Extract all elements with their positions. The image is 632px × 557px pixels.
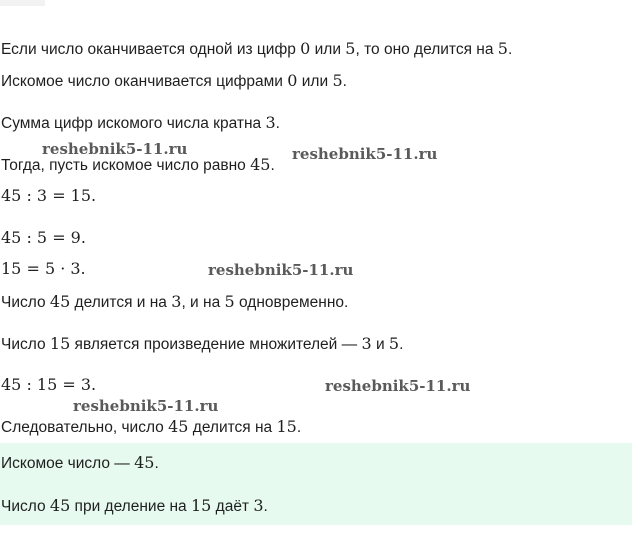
- text-line-rule-divisibility-5: Если число оканчивается одной из цифр 0 или 5, то оно делится на 5.: [1, 39, 513, 58]
- text-line-digit-sum: Сумма цифр искомого числа кратна 3.: [1, 113, 280, 132]
- top-bar: [0, 0, 45, 6]
- text-line-divisible-both: Число 45 делится и на 3, и на 5 одновременно.: [1, 292, 349, 311]
- equation-45-div-3: 45 : 3 = 15.: [1, 186, 97, 205]
- watermark: reshebnik5-11.ru: [42, 140, 188, 158]
- watermark: reshebnik5-11.ru: [208, 261, 354, 279]
- equation-45-div-5: 45 : 5 = 9.: [1, 228, 86, 247]
- text-line-assume-number: Тогда, пусть искомое число равно 45.: [1, 155, 275, 174]
- text-line-product-factors: Число 15 является произведение множителей — 3 и 5.: [1, 334, 404, 353]
- answer-line-number: Искомое число — 45.: [1, 453, 159, 472]
- equation-45-div-15: 45 : 15 = 3.: [1, 375, 97, 394]
- text-line-ending-digits: Искомое число оканчивается цифрами 0 или 5.: [1, 71, 347, 90]
- text-line-conclusion: Следовательно, число 45 делится на 15.: [1, 417, 302, 436]
- watermark: reshebnik5-11.ru: [325, 377, 471, 395]
- watermark: reshebnik5-11.ru: [292, 145, 438, 163]
- watermark: reshebnik5-11.ru: [73, 397, 219, 415]
- answer-line-quotient: Число 45 при деление на 15 даёт 3.: [1, 496, 268, 515]
- equation-15-product: 15 = 5 · 3.: [1, 259, 86, 278]
